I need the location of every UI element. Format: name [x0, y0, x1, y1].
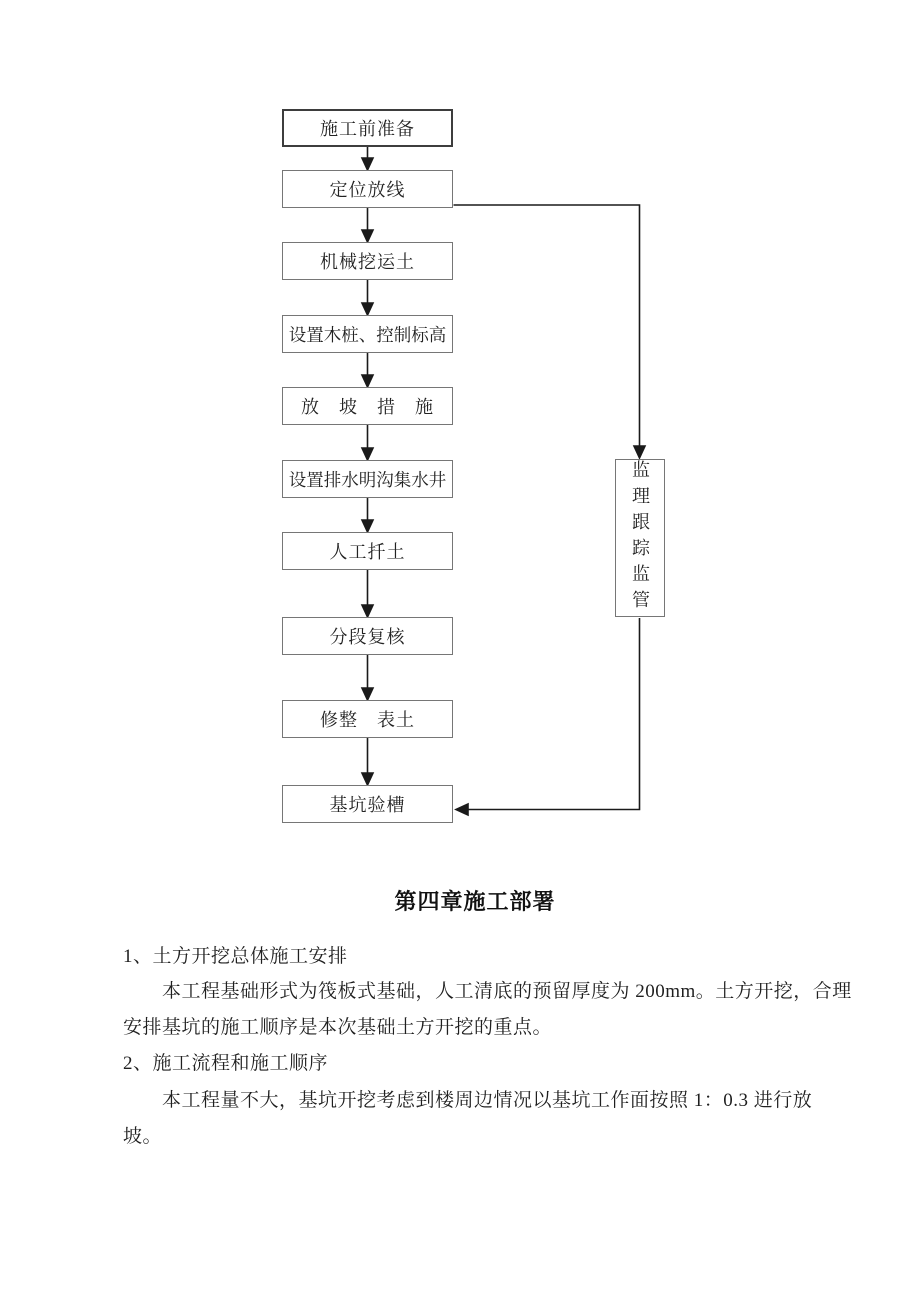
- flow-step-pit-inspection: 基坑验槽: [282, 785, 453, 823]
- item-1-line-2: 安排基坑的施工顺序是本次基础土方开挖的重点。: [123, 1017, 553, 1038]
- flow-step-section-review: 分段复核: [282, 617, 453, 655]
- item-1-line-1: 本工程基础形式为筏板式基础，人工清底的预留厚度为 200mm。土方开挖，合理: [162, 981, 852, 1002]
- flow-step-drainage-ditch: 设置排水明沟集水井: [282, 460, 453, 498]
- flow-step-stakes-elevation: 设置木桩、控制标高: [282, 315, 453, 353]
- flow-step-setting-out: 定位放线: [282, 170, 453, 208]
- chapter-heading: 第四章施工部署: [394, 889, 556, 914]
- flow-side-supervision-box: 监理跟踪监管: [615, 459, 665, 617]
- flow-step-slope-measures: 放 坡 措 施: [282, 387, 453, 425]
- flow-step-preparation: 施工前准备: [282, 109, 453, 147]
- flow-step-trim-topsoil: 修整 表土: [282, 700, 453, 738]
- flow-step-manual-digging: 人工扦土: [282, 532, 453, 570]
- item-2-line-1: 本工程量不大，基坑开挖考虑到楼周边情况以基坑工作面按照 1：0.3 进行放: [162, 1090, 813, 1111]
- item-2-title: 2、施工流程和施工顺序: [123, 1053, 329, 1074]
- item-1-title: 1、土方开挖总体施工安排: [123, 946, 348, 967]
- flow-step-mechanical-excavation: 机械挖运土: [282, 242, 453, 280]
- item-2-line-2: 坡。: [123, 1126, 163, 1147]
